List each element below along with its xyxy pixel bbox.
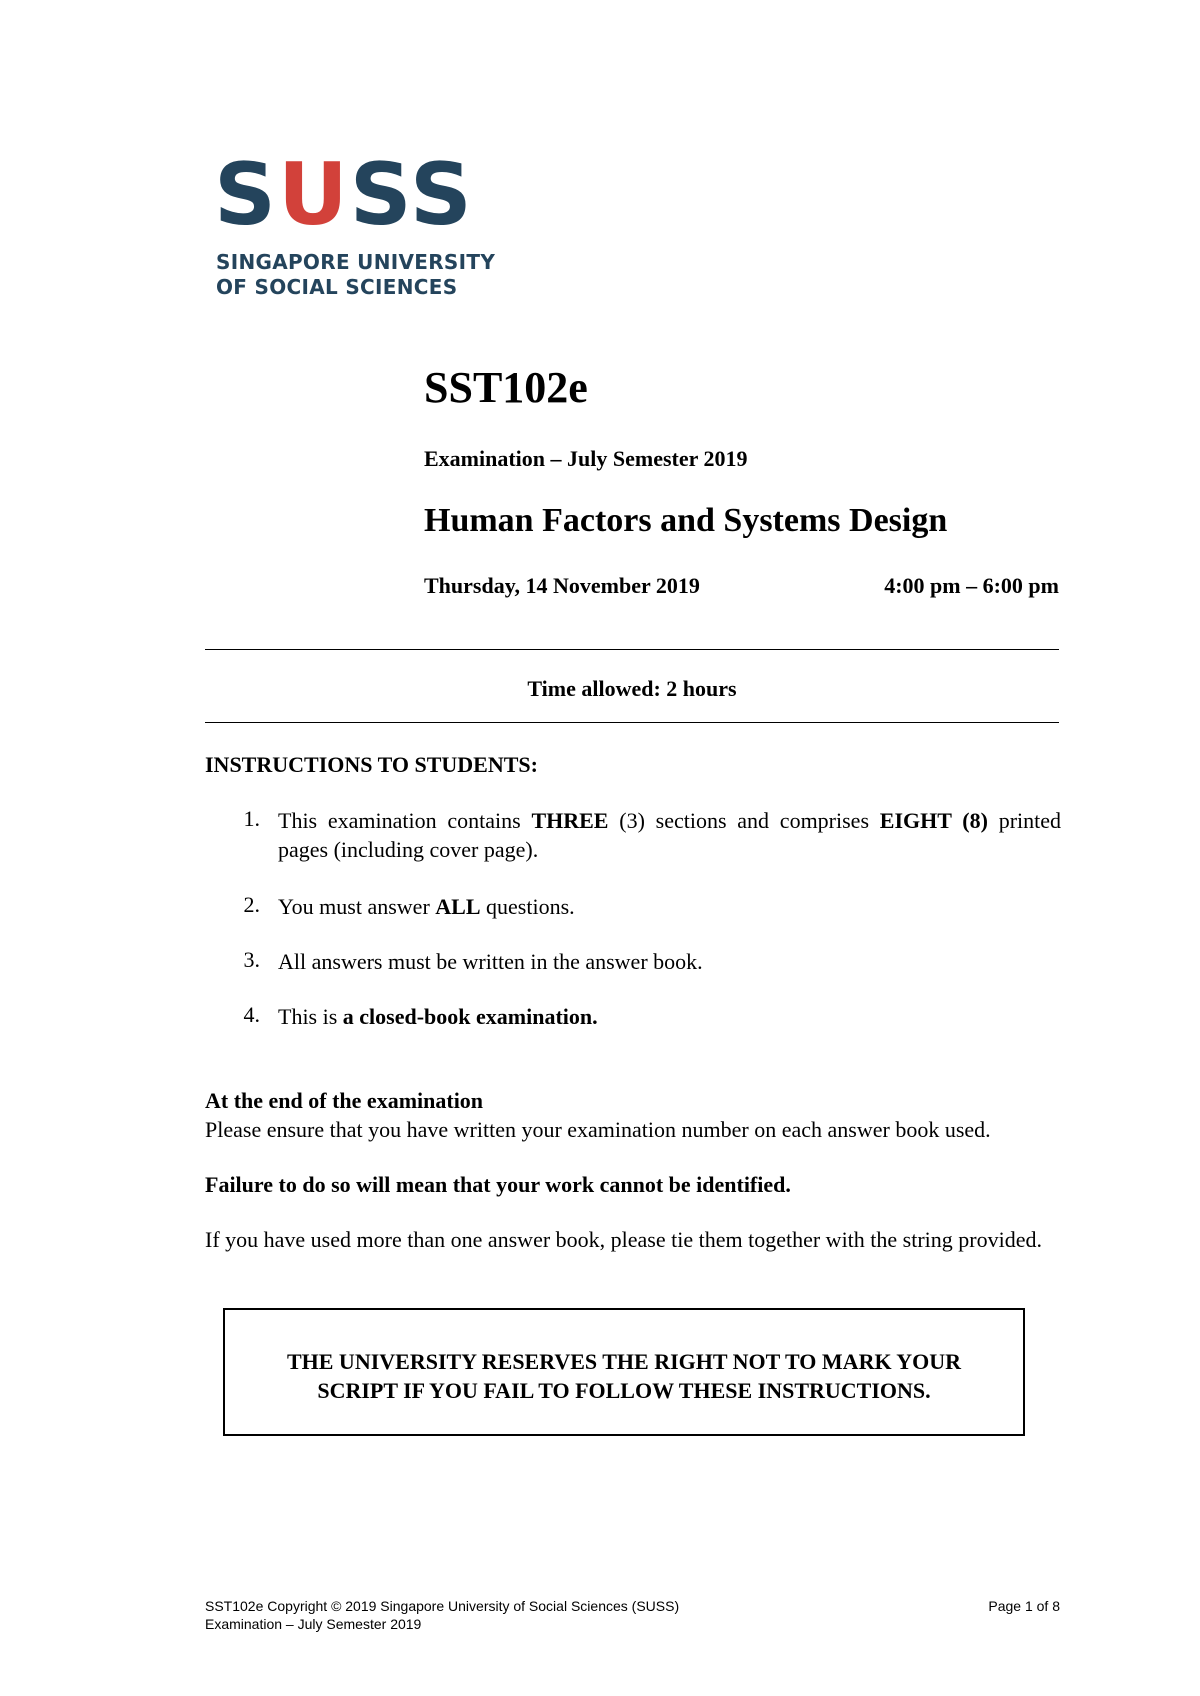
warning-text xyxy=(225,1347,1023,1405)
instructions-heading: INSTRUCTIONS TO STUDENTS: xyxy=(205,752,538,777)
logo-letter-u: U xyxy=(277,145,350,245)
instruction-number: 1. xyxy=(243,806,260,831)
suss-logo xyxy=(214,145,504,300)
end-of-exam-heading: At the end of the examination xyxy=(205,1088,484,1113)
page-number: Page 1 of 8 xyxy=(988,1598,1060,1614)
time-allowed: Time allowed: 2 hours xyxy=(527,676,737,701)
warning-line-1: THE UNIVERSITY RESERVES THE RIGHT NOT TO MARK YOUR xyxy=(286,1349,962,1374)
course-code: SST102e xyxy=(424,363,588,412)
tie-books-text: If you have used more than one answer book, please tie them together with the string provided. xyxy=(205,1227,1042,1252)
instruction-number: 3. xyxy=(243,947,260,972)
footer-exam: Examination – July Semester 2019 xyxy=(205,1616,422,1632)
divider-bottom xyxy=(205,722,1059,723)
warning-box xyxy=(223,1308,1025,1436)
failure-warning: Failure to do so will mean that your work cannot be identified. xyxy=(205,1172,791,1197)
instruction-item: This examination contains THREE (3) sections and comprises EIGHT (8) printed pages (including cover page). xyxy=(278,808,1062,862)
logo-letters-ss: SS xyxy=(349,145,474,245)
instruction-item: You must answer ALL questions. xyxy=(278,894,575,919)
logo-line-1: SINGAPORE UNIVERSITY xyxy=(216,250,496,274)
exam-semester: Examination – July Semester 2019 xyxy=(424,446,748,471)
warning-line-2: SCRIPT IF YOU FAIL TO FOLLOW THESE INSTRUCTIONS. xyxy=(317,1378,931,1403)
instruction-item: All answers must be written in the answer book. xyxy=(278,949,703,974)
logo-line-2: OF SOCIAL SCIENCES xyxy=(216,275,458,299)
footer-info xyxy=(205,1597,679,1633)
logo-wordmark xyxy=(214,145,474,245)
divider-top xyxy=(205,649,1059,650)
instruction-number: 2. xyxy=(243,892,260,917)
logo-letter-s1: S xyxy=(214,145,278,245)
instruction-number: 4. xyxy=(243,1002,260,1027)
instruction-item: This is a closed-book examination. xyxy=(278,1004,598,1029)
exam-time: 4:00 pm – 6:00 pm xyxy=(884,573,1059,598)
end-of-exam-text: Please ensure that you have written your examination number on each answer book used. xyxy=(205,1117,991,1142)
exam-date: Thursday, 14 November 2019 xyxy=(424,573,700,598)
course-title: Human Factors and Systems Design xyxy=(424,502,948,539)
footer-copyright: SST102e Copyright © 2019 Singapore University of Social Sciences (SUSS) xyxy=(205,1598,680,1614)
